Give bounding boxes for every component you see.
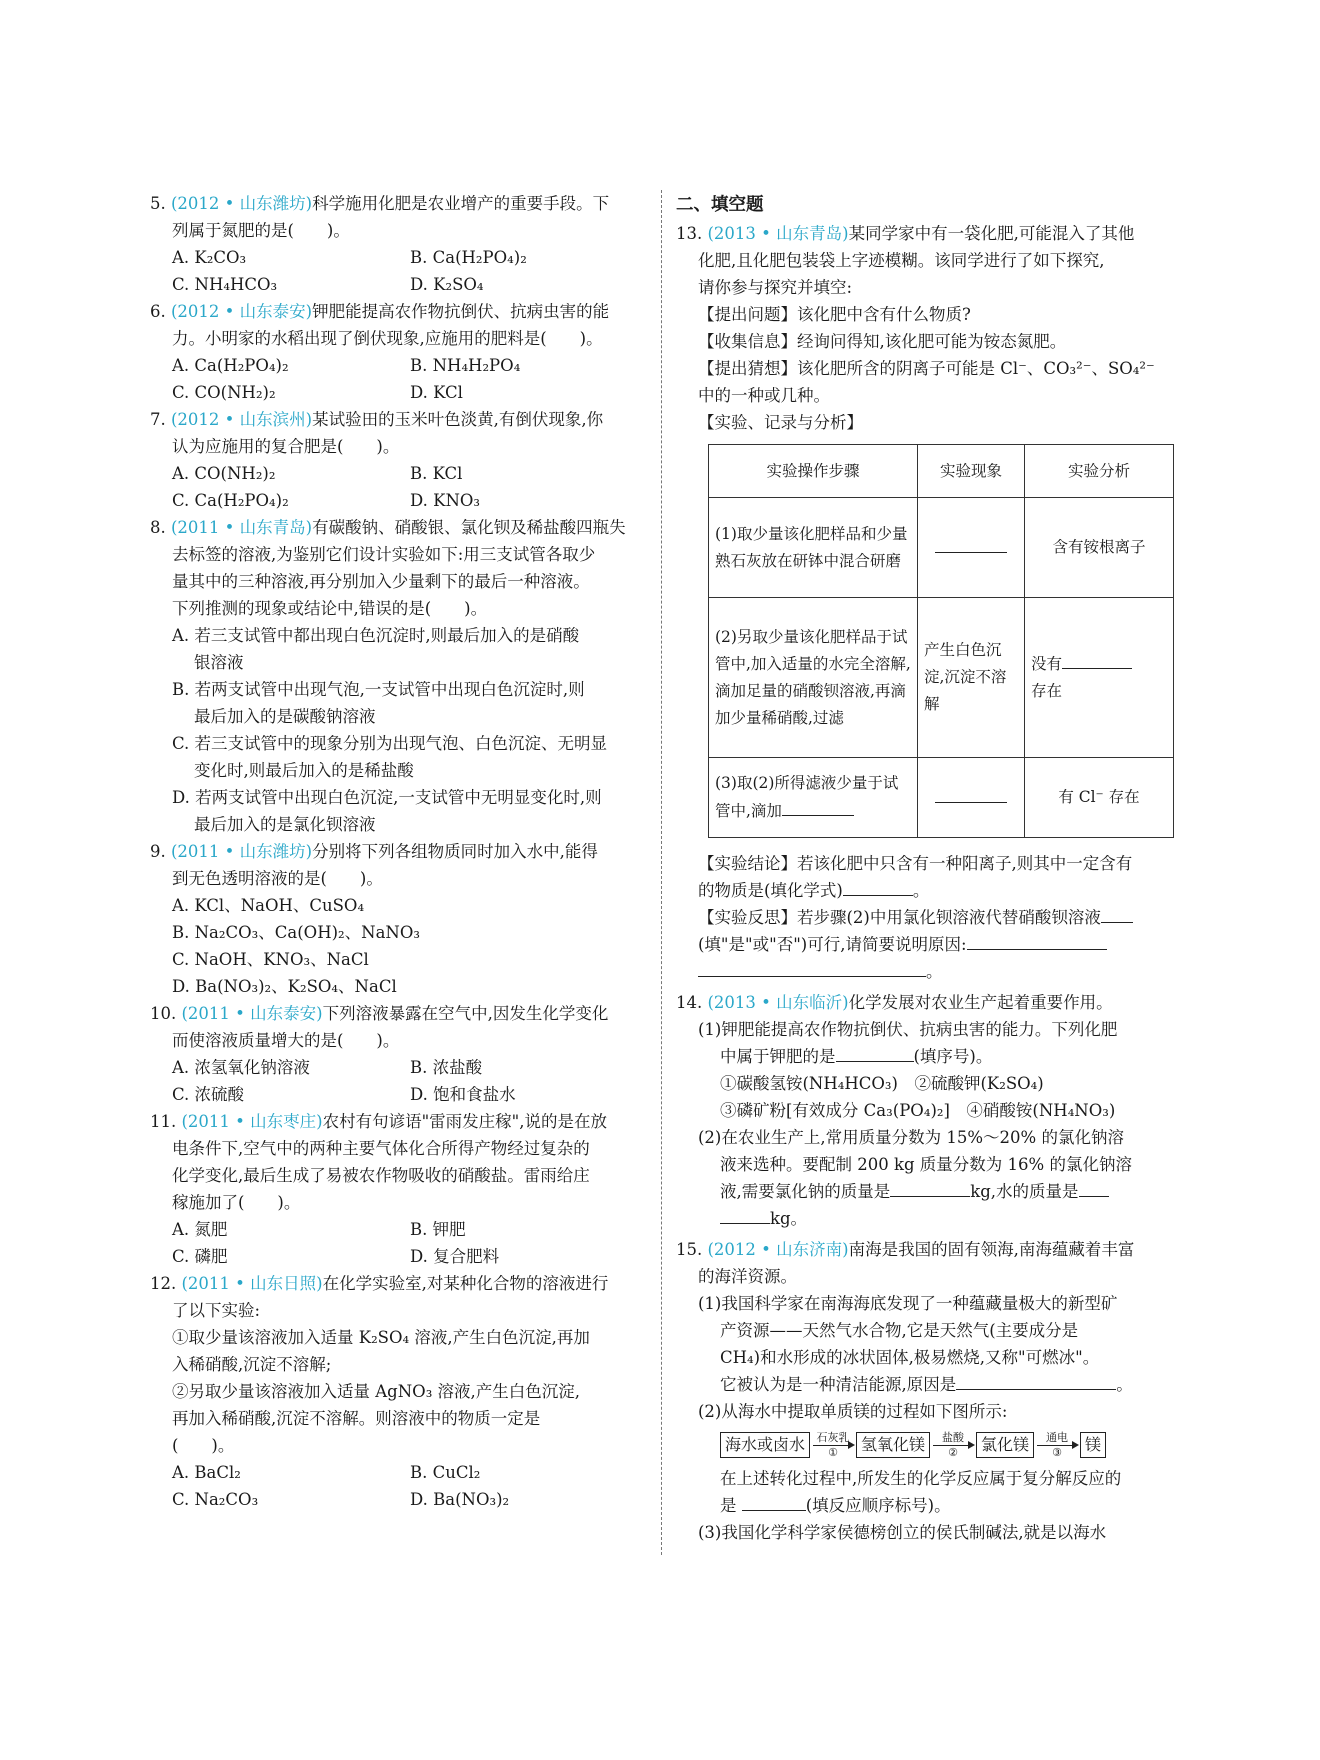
answer-blank[interactable]: [720, 1205, 770, 1224]
option-a: A. 浓氢氧化钠溶液: [172, 1058, 310, 1077]
question-source: (2011 • 山东青岛): [171, 518, 313, 537]
option-c: C. 若三支试管中的现象分别为出现气泡、白色沉淀、无明显: [172, 734, 608, 753]
option-c: C. 磷肥: [172, 1247, 228, 1266]
answer-blank[interactable]: [890, 1178, 970, 1197]
option-b: B. KCl: [410, 464, 463, 483]
option-b: B. 钾肥: [410, 1220, 466, 1239]
option-c: C. Na₂CO₃: [172, 1490, 259, 1509]
option-a: A. Ca(H₂PO₄)₂: [172, 356, 289, 375]
option-d: D. Ba(NO₃)₂、K₂SO₄、NaCl: [172, 977, 397, 996]
question-10: 10. (2011 • 山东泰安)下列溶液暴露在空气中,因发生化学变化 而使溶液质量增大的是( )。 A. 浓氢氧化钠溶液 B. 浓盐酸 C. 浓硫酸 D. 饱和食盐水: [150, 1000, 648, 1108]
question-7: 7. (2012 • 山东滨州)某试验田的玉米叶色淡黄,有倒伏现象,你 认为应施用的复合肥是( )。 A. CO(NH₂)₂ B. KCl C. Ca(H₂PO₄)₂ D. KNO₃: [150, 406, 648, 514]
question-9: 9. (2011 • 山东潍坊)分别将下列各组物质同时加入水中,能得 到无色透明溶液的是( )。 A. KCl、NaOH、CuSO₄ B. Na₂CO₃、Ca(OH)₂、NaNO₃ C. NaOH、KNO₃、NaCl D. Ba(NO₃)₂、K₂SO₄、NaCl: [150, 838, 648, 1000]
question-source: (2011 • 山东枣庄): [181, 1112, 323, 1131]
table-cell: 有 Cl⁻ 存在: [1025, 758, 1174, 838]
option-a: A. 若三支试管中都出现白色沉淀时,则最后加入的是硝酸: [172, 626, 580, 645]
flow-arrow-3: 通电 ③: [1034, 1432, 1080, 1459]
question-13: 13. (2013 • 山东青岛)某同学家中有一袋化肥,可能混入了其他 化肥,且化肥包装袋上字迹模糊。该同学进行了如下探究, 请你参与探究并填空: 【提出问题】该化肥中含有什么物质? 【收集信息】经询问得知,该化肥可能为铵态氮肥。 【提出猜想】该化肥所含的阴离子可能是 Cl⁻、CO₃²⁻、SO₄²⁻ 中的一种或几种。 【实验、记录与分析】 实验操作步骤 实验现象 实验分析 (1)取少量该化肥样品和少量熟石灰放在研钵中混合研磨 含有铵根离子 (2)另取少量该化肥样品于试管中,加入适量的水完全溶解,滴加足量的硝酸钡溶液,再滴加少量稀硝酸,过滤 产生白色沉淀,沉淀不溶解 没有 存在 (3)取(2)所得滤液少量于试管中,滴加 有 Cl⁻ 存在 【实验结论】若该化肥中只含有一种阳离子,则其中一定含有 的物质是(填化学式) 。 【实验反思】若步骤(2)中用氯化钡溶液代替硝酸钡溶液 (填"是"或"否")可行,请简要说明原因: 。: [676, 220, 1174, 985]
question-source: (2013 • 山东青岛): [707, 224, 849, 243]
option-b: B. Ca(H₂PO₄)₂: [410, 248, 527, 267]
flow-box-mg-hydroxide: 氢氧化镁: [856, 1432, 930, 1458]
option-d: D. KCl: [410, 383, 463, 402]
flow-box-mg-chloride: 氯化镁: [976, 1432, 1034, 1458]
table-header: 实验操作步骤: [709, 445, 918, 498]
question-8: 8. (2011 • 山东青岛)有碳酸钠、硝酸银、氯化钡及稀盐酸四瓶失 去标签的溶液,为鉴别它们设计实验如下:用三支试管各取少 量其中的三种溶液,再分别加入少量剩下的最后一种溶液。 下列推测的现象或结论中,错误的是( )。 A. 若三支试管中都出现白色沉淀时,则最后加入的是硝酸 银溶液 B. 若两支试管中出现气泡,一支试管中出现白色沉淀时,则 最后加入的是碳酸钠溶液 C. 若三支试管中的现象分别为出现气泡、白色沉淀、无明显 变化时,则最后加入的是稀盐酸 D. 若两支试管中出现白色沉淀,一支试管中无明显变化时,则 最后加入的是氯化钡溶液: [150, 514, 648, 838]
option-a: A. KCl、NaOH、CuSO₄: [172, 896, 365, 915]
answer-blank[interactable]: [782, 797, 854, 816]
flow-arrow-2: 盐酸 ②: [930, 1432, 976, 1459]
question-15: 15. (2012 • 山东济南)南海是我国的固有领海,南海蕴藏着丰富 的海洋资源。 (1)我国科学家在南海海底发现了一种蕴藏量极大的新型矿 产资源——天然气水合物,它是天然气(主要成分是 CH₄)和水形成的冰状固体,极易燃烧,又称"可燃冰"。 它被认为是一种清洁能源,原因是 。 (2)从海水中提取单质镁的过程如下图所示: 海水或卤水 石灰乳 ① 氢氧化镁 盐酸 ② 氯化镁 通电 ③ 镁 在上述转化过程中,所发生的化学反应属于复分解反应的 是 (填反应顺序标号)。 (3)我国化学科学家侯德榜创立的侯氏制碱法,就是以海水: [676, 1236, 1174, 1546]
question-12: 12. (2011 • 山东日照)在化学实验室,对某种化合物的溶液进行 了以下实验: ①取少量该溶液加入适量 K₂SO₄ 溶液,产生白色沉淀,再加 入稀硝酸,沉淀不溶解; ②另取少量该溶液加入适量 AgNO₃ 溶液,产生白色沉淀, 再加入稀硝酸,沉淀不溶解。则溶液中的物质一定是 ( )。 A. BaCl₂ B. CuCl₂ C. Na₂CO₃ D. Ba(NO₃)₂: [150, 1270, 648, 1513]
option-c: C. 浓硫酸: [172, 1085, 245, 1104]
option-b: B. Na₂CO₃、Ca(OH)₂、NaNO₃: [172, 923, 420, 942]
option-a: A. BaCl₂: [172, 1463, 241, 1482]
question-source: (2012 • 山东滨州): [171, 410, 313, 429]
option-c: C. NH₄HCO₃: [172, 275, 278, 294]
magnesium-flow-diagram: [676, 1425, 1174, 1465]
section-title: 二、填空题: [676, 195, 764, 215]
answer-blank[interactable]: [1062, 650, 1132, 669]
table-cell: 含有铵根离子: [1025, 498, 1174, 598]
option-d: D. KNO₃: [410, 491, 481, 510]
answer-blank[interactable]: [935, 784, 1007, 803]
question-source: (2011 • 山东泰安): [181, 1004, 323, 1023]
question-11: 11. (2011 • 山东枣庄)农村有句谚语"雷雨发庄稼",说的是在放 电条件下,空气中的两种主要气体化合所得产物经过复杂的 化学变化,最后生成了易被农作物吸收的硝酸盐。雷雨给庄 稼施加了( )。 A. 氮肥 B. 钾肥 C. 磷肥 D. 复合肥料: [150, 1108, 648, 1270]
option-a: A. K₂CO₃: [172, 248, 247, 267]
option-d: D. 复合肥料: [410, 1247, 500, 1266]
question-source: (2012 • 山东泰安): [171, 302, 313, 321]
option-b: B. 浓盐酸: [410, 1058, 483, 1077]
question-source: (2012 • 山东潍坊): [171, 194, 313, 213]
question-14: 14. (2013 • 山东临沂)化学发展对农业生产起着重要作用。 (1)钾肥能提高农作物抗倒伏、抗病虫害的能力。下列化肥 中属于钾肥的是 (填序号)。 ①碳酸氢铵(NH₄HCO₃) ②硫酸钾(K₂SO₄) ③磷矿粉[有效成分 Ca₃(PO₄)₂] ④硝酸铵(NH₄NO₃) (2)在农业生产上,常用质量分数为 15%～20% 的氯化钠溶 液来选种。要配制 200 kg 质量分数为 16% 的氯化钠溶 液,需要氯化钠的质量是 kg,水的质量是 kg。: [676, 993, 1132, 1228]
answer-blank[interactable]: [935, 534, 1007, 553]
flow-arrow-1: 石灰乳 ①: [810, 1432, 856, 1459]
table-cell: (1)取少量该化肥样品和少量熟石灰放在研钵中混合研磨: [709, 498, 918, 598]
table-cell: (2)另取少量该化肥样品于试管中,加入适量的水完全溶解,滴加足量的硝酸钡溶液,再滴加少量稀硝酸,过滤: [709, 598, 918, 758]
column-divider: [661, 190, 662, 1555]
table-cell: 产生白色沉淀,沉淀不溶解: [918, 598, 1025, 758]
question-5: 5. (2012 • 山东潍坊)科学施用化肥是农业增产的重要手段。下 列属于氮肥的是( )。 A. K₂CO₃ B. Ca(H₂PO₄)₂ C. NH₄HCO₃ D. K₂SO₄: [150, 190, 648, 298]
option-d: D. 饱和食盐水: [410, 1085, 516, 1104]
experiment-table: 实验操作步骤 实验现象 实验分析 (1)取少量该化肥样品和少量熟石灰放在研钵中混合研磨 含有铵根离子 (2)另取少量该化肥样品于试管中,加入适量的水完全溶解,滴加足量的硝酸钡溶液,再滴加少量稀硝酸,过滤 产生白色沉淀,沉淀不溶解 没有 存在 (3)取(2)所得滤液少量于试管中,滴加 有 Cl⁻ 存在: [708, 444, 1174, 838]
option-a: A. CO(NH₂)₂: [172, 464, 276, 483]
answer-blank[interactable]: [843, 877, 913, 896]
option-d: D. K₂SO₄: [410, 275, 484, 294]
flow-box-seawater: 海水或卤水: [720, 1432, 810, 1458]
answer-blank[interactable]: [698, 958, 926, 977]
answer-blank[interactable]: [1079, 1178, 1109, 1197]
option-b: B. 若两支试管中出现气泡,一支试管中出现白色沉淀时,则: [172, 680, 585, 699]
answer-blank[interactable]: [956, 1371, 1116, 1390]
option-c: C. Ca(H₂PO₄)₂: [172, 491, 289, 510]
left-column: [150, 190, 648, 1513]
option-c: C. CO(NH₂)₂: [172, 383, 276, 402]
table-header: 实验分析: [1025, 445, 1174, 498]
table-header: 实验现象: [918, 445, 1025, 498]
option-b: B. CuCl₂: [410, 1463, 481, 1482]
flow-box-magnesium: 镁: [1080, 1432, 1106, 1458]
answer-blank[interactable]: [967, 931, 1107, 950]
question-6: 6. (2012 • 山东泰安)钾肥能提高农作物抗倒伏、抗病虫害的能 力。小明家的水稻出现了倒伏现象,应施用的肥料是( )。 A. Ca(H₂PO₄)₂ B. NH₄H₂PO₄ C. CO(NH₂)₂ D. KCl: [150, 298, 648, 406]
option-b: B. NH₄H₂PO₄: [410, 356, 521, 375]
question-source: (2011 • 山东潍坊): [171, 842, 313, 861]
option-c: C. NaOH、KNO₃、NaCl: [172, 950, 369, 969]
answer-blank[interactable]: [742, 1492, 806, 1511]
question-source: (2011 • 山东日照): [181, 1274, 323, 1293]
question-source: (2012 • 山东济南): [707, 1240, 849, 1259]
question-source: (2013 • 山东临沂): [707, 993, 849, 1012]
answer-blank[interactable]: [1101, 904, 1133, 923]
option-d: D. Ba(NO₃)₂: [410, 1490, 510, 1509]
answer-blank[interactable]: [836, 1043, 914, 1062]
option-a: A. 氮肥: [172, 1220, 228, 1239]
option-d: D. 若两支试管中出现白色沉淀,一支试管中无明显变化时,则: [172, 788, 602, 807]
right-column: [676, 190, 1174, 1546]
